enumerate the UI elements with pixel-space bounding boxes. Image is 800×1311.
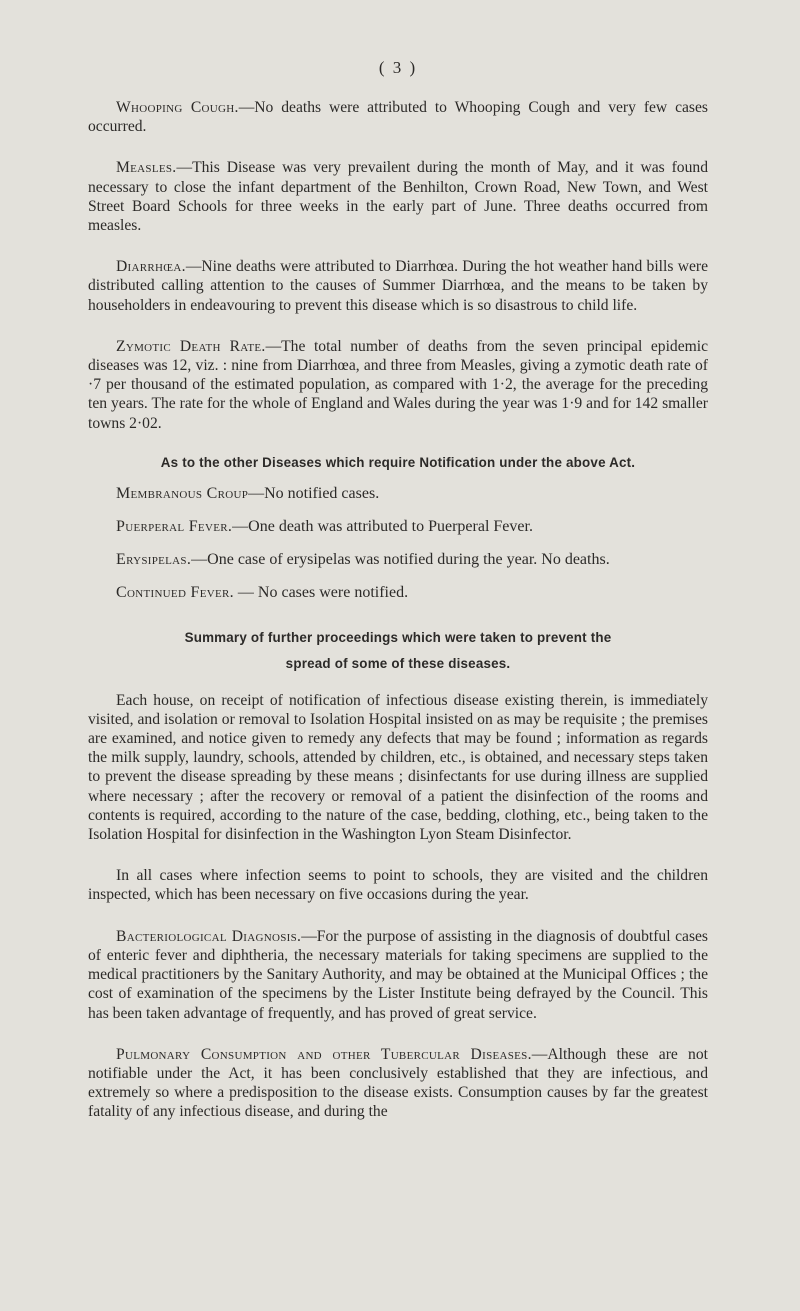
pulmonary-title: Pulmonary Consumption and other Tubercular Diseases.	[116, 1045, 532, 1063]
whooping-cough-text: —No deaths were attributed to Whooping Cough and very few cases occurred.	[88, 99, 708, 136]
whooping-cough-title: Whooping Cough.	[116, 99, 239, 116]
bacteriological-title: Bacteriological Diagnosis.	[116, 927, 302, 945]
croup-text: —No notified cases.	[248, 484, 380, 502]
croup-paragraph	[88, 484, 708, 503]
page-number: ( 3 )	[378, 58, 418, 77]
erysipelas-paragraph	[88, 550, 708, 569]
diarrhoea-paragraph	[88, 257, 708, 315]
erysipelas-title: Erysipelas.	[116, 551, 192, 569]
zymotic-title: Zymotic Death Rate.	[116, 337, 266, 355]
puerperal-title: Puerperal Fever.	[116, 518, 233, 536]
zymotic-text: —The total number of deaths from the seven principal epidemic diseases was 12, viz. : nine from Diarrhœa, and three from Measles, giving a zymotic death rate of ·7 per thousand of the estimated population, as compared with 1·2, the average for the preceding ten years. The rate for the whole of England and Wales during the year was 1·9 and for 142 smaller towns 2·02.	[88, 337, 708, 432]
each-house-paragraph: Each house, on receipt of notification of infectious disease existing therein, is immediately visited, and isolation or removal to Isolation Hospital insisted on as may be requisite ; the premises are examined, and notice given to remedy any defects that may be found ; information as regards the milk supply, laundry, schools, attended by children, etc., is obtained, and necessary steps taken to prevent the disease spreading by these means ; disinfectants for use during illness are supplied where necessary ; after the recovery or removal of a patient the disinfection of the rooms and contents is required, according to the nature of the case, bedding, clothing, etc., being taken to the Isolation Hospital for disinfection in the Washington Lyon Steam Disinfector.	[88, 691, 708, 844]
other-diseases-heading: As to the other Diseases which require Notification under the above Act.	[160, 454, 636, 470]
pulmonary-paragraph	[88, 1045, 708, 1122]
measles-title: Measles.	[116, 159, 177, 177]
continued-fever-title: Continued Fever.	[116, 584, 234, 602]
puerperal-text: —One death was attributed to Puerperal Fever.	[232, 518, 533, 536]
continued-fever-paragraph	[88, 583, 708, 602]
puerperal-paragraph	[88, 517, 708, 536]
measles-paragraph	[88, 158, 708, 235]
schools-paragraph: In all cases where infection seems to point to schools, they are visited and the children inspected, which has been necessary on five occasions during the year.	[88, 867, 708, 904]
pulmonary-text: —Although these are not notifiable under the Act, it has been conclusively established that they are infectious, and extremely so where a predisposition to the disease exists. Consumption causes by far the greatest fatality of any infectious disease, and during the	[88, 1045, 708, 1121]
erysipelas-text: —One case of erysipelas was notified during the year. No deaths.	[191, 551, 610, 569]
zymotic-paragraph	[88, 337, 708, 433]
bacteriological-text: —For the purpose of assisting in the diagnosis of doubtful cases of enteric fever and diphtheria, the necessary materials for taking specimens are supplied to the medical practitioners by the Sanitary Authority, and may be obtained at the Municipal Offices ; the cost of examination of the specimens by the Lister Institute being defrayed by the Council. This has been taken advantage of frequently, and has proved of great service.	[88, 927, 708, 1022]
summary-heading-line-2: spread of some of these diseases.	[285, 655, 511, 671]
measles-text: —This Disease was very prevailent during the month of May, and it was found necessary to close the infant department of the Benhilton, Crown Road, New Town, and West Street Board Schools for three weeks in the early part of June. Three deaths occurred from measles.	[88, 159, 708, 235]
diarrhoea-text: —Nine deaths were attributed to Diarrhœa. During the hot weather hand bills were distributed calling attention to the causes of Summer Diarrhœa, and the means to be taken by householders in endeavouring to prevent this disease which is so disastrous to child life.	[88, 258, 708, 314]
bacteriological-paragraph	[88, 927, 708, 1023]
croup-title: Membranous Croup	[116, 484, 249, 502]
diarrhoea-title: Diarrhœa.	[116, 258, 186, 276]
continued-fever-text: — No cases were notified.	[233, 584, 409, 602]
summary-heading-line-1: Summary of further proceedings which were taken to prevent the	[184, 629, 612, 645]
whooping-cough-paragraph	[88, 98, 708, 136]
